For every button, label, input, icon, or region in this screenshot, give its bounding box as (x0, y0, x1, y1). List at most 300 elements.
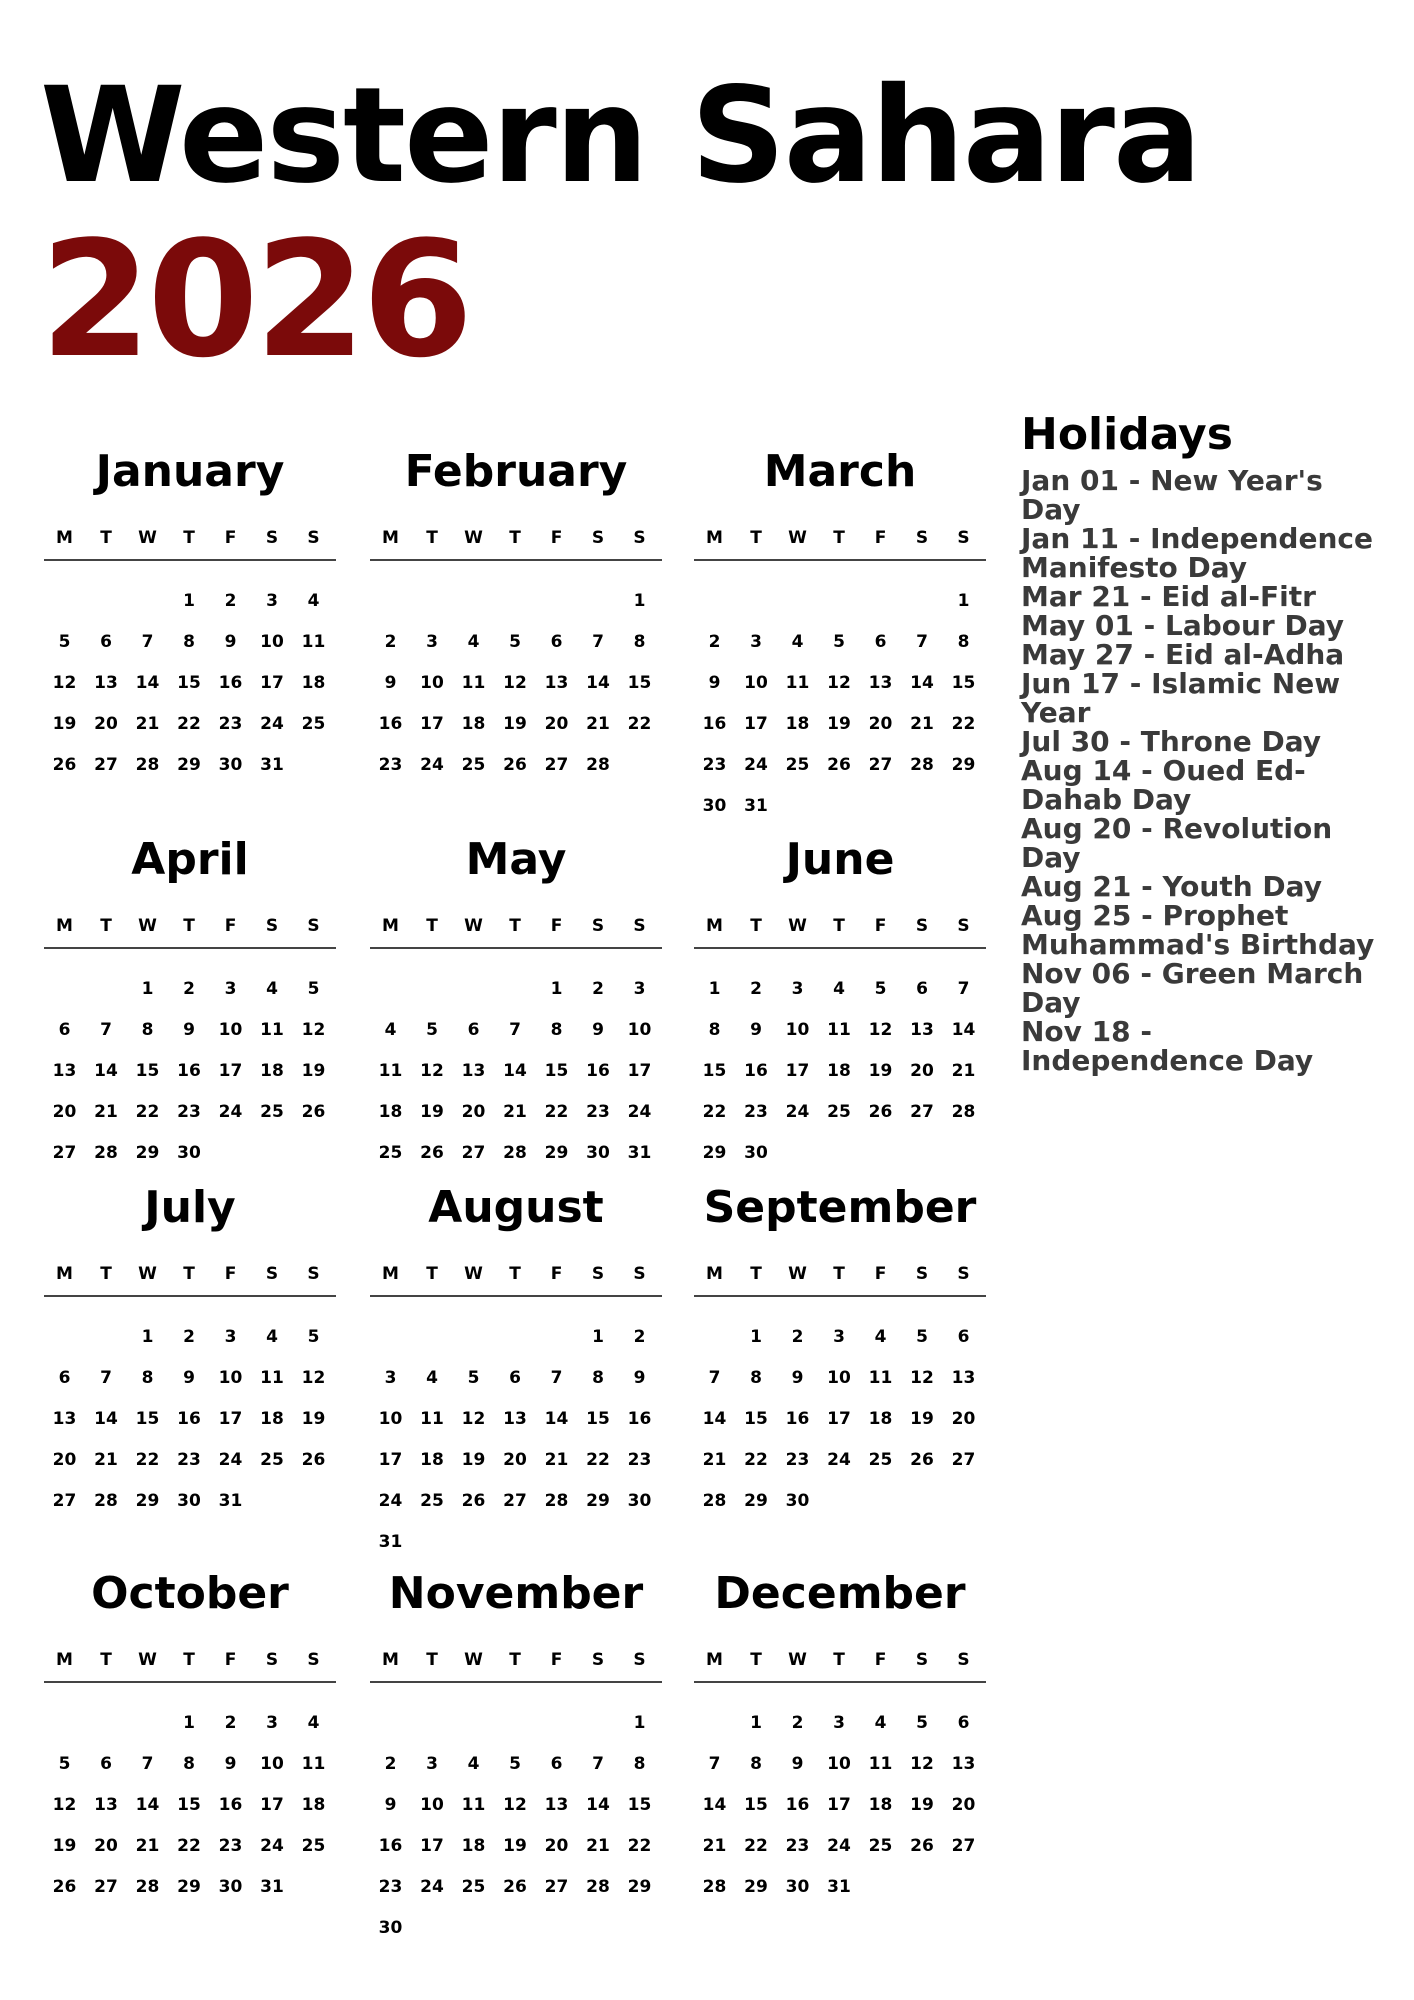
day-cell: 25 (301, 714, 326, 734)
holiday-item: May 01 - Labour Day (1021, 609, 1345, 642)
month-divider (44, 559, 336, 561)
day-cell: 15 (177, 1795, 201, 1815)
day-cell: 7 (100, 1368, 112, 1388)
weekday-label: T (833, 1264, 845, 1284)
day-cell: 1 (183, 591, 195, 611)
day-cell: 19 (301, 1409, 326, 1429)
day-cell: 12 (52, 673, 77, 693)
day-cell: 29 (177, 1877, 201, 1897)
day-cell: 17 (827, 1409, 851, 1429)
day-cell: 4 (266, 1327, 278, 1347)
day-cell: 21 (702, 1450, 727, 1470)
day-cell: 3 (791, 979, 804, 999)
weekday-label: F (550, 1650, 563, 1670)
day-cell: 17 (827, 1795, 851, 1815)
day-cell: 20 (52, 1102, 77, 1122)
day-cell: 18 (260, 1061, 284, 1081)
day-cell: 16 (744, 1061, 768, 1081)
month-divider (370, 559, 662, 561)
day-cell: 5 (307, 1327, 320, 1347)
day-cell: 27 (94, 1877, 118, 1897)
day-cell: 16 (702, 714, 727, 734)
weekday-label: S (265, 916, 279, 936)
day-cell: 11 (461, 1795, 486, 1815)
day-cell: 15 (702, 1061, 727, 1081)
day-cell: 31 (260, 755, 284, 775)
day-cell: 8 (708, 1020, 721, 1040)
weekday-label: T (509, 916, 521, 936)
month-name: July (144, 1182, 236, 1233)
day-cell: 4 (833, 979, 845, 999)
day-cell: 26 (503, 755, 527, 775)
day-cell: 7 (708, 1368, 721, 1388)
day-cell: 4 (467, 632, 480, 652)
day-cell: 3 (224, 979, 237, 999)
day-cell: 4 (426, 1368, 438, 1388)
day-cell: 23 (378, 755, 403, 775)
day-cell: 17 (218, 1409, 243, 1429)
weekday-label: T (183, 1650, 195, 1670)
day-cell: 23 (627, 1450, 652, 1470)
day-cell: 17 (627, 1061, 652, 1081)
weekday-label: F (224, 1264, 237, 1284)
weekday-label: S (307, 528, 320, 548)
day-cell: 15 (586, 1409, 610, 1429)
day-cell: 29 (135, 1491, 160, 1511)
holiday-item: Aug 20 - Revolution Day (1021, 812, 1333, 874)
day-cell: 28 (94, 1491, 118, 1511)
day-cell: 2 (224, 591, 237, 611)
weekday-label: T (833, 528, 845, 548)
day-cell: 10 (378, 1409, 403, 1429)
weekday-label: W (788, 1650, 807, 1670)
day-cell: 12 (301, 1368, 326, 1388)
day-cell: 15 (135, 1061, 160, 1081)
weekday-label: M (706, 528, 723, 548)
weekday-label: S (591, 1264, 605, 1284)
day-cell: 24 (827, 1836, 851, 1856)
day-cell: 7 (509, 1020, 521, 1040)
day-cell: 20 (910, 1061, 934, 1081)
day-cell: 7 (708, 1754, 721, 1774)
day-cell: 22 (702, 1102, 727, 1122)
day-cell: 25 (260, 1102, 284, 1122)
holiday-item: Jun 17 - Islamic New Year (1021, 667, 1341, 729)
day-cell: 4 (384, 1020, 397, 1040)
day-cell: 5 (58, 632, 71, 652)
day-cell: 27 (94, 755, 118, 775)
day-cell: 6 (100, 1754, 112, 1774)
day-cell: 18 (868, 1795, 893, 1815)
day-cell: 3 (833, 1713, 845, 1733)
day-cell: 18 (301, 673, 326, 693)
weekday-label: F (224, 1650, 237, 1670)
day-cell: 9 (183, 1368, 195, 1388)
day-cell: 2 (384, 632, 397, 652)
weekday-label: W (138, 1264, 157, 1284)
day-cell: 10 (827, 1368, 851, 1388)
weekday-label: S (957, 528, 970, 548)
day-cell: 22 (135, 1102, 160, 1122)
month-divider (44, 1681, 336, 1683)
day-cell: 16 (785, 1795, 810, 1815)
day-cell: 12 (910, 1368, 934, 1388)
day-cell: 12 (503, 1795, 527, 1815)
month-divider (370, 947, 662, 949)
day-cell: 3 (384, 1368, 397, 1388)
weekday-label: W (464, 528, 483, 548)
day-cell: 26 (910, 1450, 934, 1470)
day-cell: 16 (785, 1409, 810, 1429)
day-cell: 8 (633, 1754, 646, 1774)
day-cell: 8 (550, 1020, 563, 1040)
calendar-year: 2026 (40, 206, 470, 393)
day-cell: 10 (420, 1795, 444, 1815)
holiday-item: Nov 06 - Green March Day (1021, 957, 1364, 1019)
weekday-label: W (788, 528, 807, 548)
day-cell: 2 (791, 1713, 804, 1733)
day-cell: 20 (868, 714, 893, 734)
day-cell: 14 (951, 1020, 976, 1040)
day-cell: 29 (177, 755, 201, 775)
day-cell: 23 (378, 1877, 403, 1897)
day-cell: 13 (461, 1061, 486, 1081)
day-cell: 26 (52, 1877, 77, 1897)
day-cell: 25 (301, 1836, 326, 1856)
month-name: June (785, 834, 895, 885)
day-cell: 15 (951, 673, 976, 693)
day-cell: 26 (868, 1102, 893, 1122)
day-cell: 30 (177, 1143, 201, 1163)
day-cell: 1 (750, 1327, 762, 1347)
day-cell: 6 (957, 1327, 970, 1347)
day-cell: 20 (951, 1409, 976, 1429)
day-cell: 7 (916, 632, 928, 652)
day-cell: 28 (135, 755, 160, 775)
day-cell: 29 (744, 1877, 768, 1897)
day-cell: 14 (503, 1061, 527, 1081)
day-cell: 8 (141, 1368, 154, 1388)
day-cell: 30 (177, 1491, 201, 1511)
day-cell: 11 (260, 1020, 284, 1040)
weekday-label: S (633, 1650, 646, 1670)
day-cell: 23 (218, 714, 243, 734)
day-cell: 9 (708, 673, 721, 693)
weekday-label: M (382, 528, 399, 548)
day-cell: 14 (135, 673, 160, 693)
day-cell: 21 (94, 1450, 118, 1470)
day-cell: 2 (633, 1327, 646, 1347)
day-cell: 15 (177, 673, 201, 693)
day-cell: 1 (141, 979, 154, 999)
day-cell: 13 (52, 1061, 77, 1081)
month-name: January (95, 446, 285, 497)
day-cell: 9 (592, 1020, 604, 1040)
day-cell: 24 (420, 1877, 444, 1897)
day-cell: 8 (750, 1368, 762, 1388)
day-cell: 15 (627, 1795, 652, 1815)
weekday-label: M (56, 916, 73, 936)
holidays-heading: Holidays (1021, 409, 1233, 460)
day-cell: 13 (544, 1795, 569, 1815)
weekday-label: S (915, 528, 929, 548)
day-cell: 22 (544, 1102, 569, 1122)
weekday-label: T (183, 528, 195, 548)
day-cell: 11 (260, 1368, 284, 1388)
day-cell: 31 (744, 796, 768, 816)
day-cell: 9 (384, 673, 397, 693)
day-cell: 19 (910, 1409, 934, 1429)
day-cell: 1 (633, 1713, 646, 1733)
day-cell: 14 (544, 1409, 569, 1429)
day-cell: 12 (52, 1795, 77, 1815)
day-cell: 11 (461, 673, 486, 693)
month-name: September (703, 1182, 977, 1233)
day-cell: 19 (461, 1450, 486, 1470)
day-cell: 1 (708, 979, 721, 999)
day-cell: 22 (744, 1450, 768, 1470)
day-cell: 21 (503, 1102, 527, 1122)
day-cell: 24 (420, 755, 444, 775)
day-cell: 29 (586, 1491, 610, 1511)
day-cell: 8 (750, 1754, 762, 1774)
day-cell: 29 (544, 1143, 569, 1163)
day-cell: 18 (461, 714, 486, 734)
day-cell: 5 (509, 632, 521, 652)
day-cell: 6 (916, 979, 928, 999)
day-cell: 22 (586, 1450, 610, 1470)
day-cell: 28 (951, 1102, 976, 1122)
day-cell: 17 (785, 1061, 810, 1081)
day-cell: 30 (218, 755, 243, 775)
month-name: October (91, 1568, 289, 1619)
day-cell: 9 (224, 632, 237, 652)
day-cell: 6 (874, 632, 887, 652)
day-cell: 15 (544, 1061, 569, 1081)
month-divider (370, 1295, 662, 1297)
weekday-label: W (464, 1650, 483, 1670)
weekday-label: F (874, 916, 887, 936)
day-cell: 28 (586, 755, 610, 775)
day-cell: 10 (260, 632, 284, 652)
day-cell: 16 (177, 1061, 201, 1081)
day-cell: 25 (461, 1877, 486, 1897)
day-cell: 7 (100, 1020, 112, 1040)
day-cell: 24 (378, 1491, 403, 1511)
day-cell: 27 (951, 1450, 976, 1470)
weekday-label: S (591, 1650, 605, 1670)
month-divider (44, 947, 336, 949)
day-cell: 11 (827, 1020, 851, 1040)
weekday-label: T (750, 1264, 762, 1284)
day-cell: 13 (544, 673, 569, 693)
day-cell: 23 (702, 755, 727, 775)
weekday-label: T (509, 1264, 521, 1284)
month-divider (370, 1681, 662, 1683)
day-cell: 27 (52, 1143, 77, 1163)
weekday-label: F (550, 528, 563, 548)
holiday-item: Aug 21 - Youth Day (1021, 870, 1322, 903)
day-cell: 25 (461, 755, 486, 775)
day-cell: 6 (957, 1713, 970, 1733)
day-cell: 4 (874, 1713, 887, 1733)
day-cell: 6 (58, 1368, 71, 1388)
weekday-label: W (138, 1650, 157, 1670)
day-cell: 24 (785, 1102, 810, 1122)
day-cell: 26 (52, 755, 77, 775)
day-cell: 2 (183, 979, 195, 999)
holiday-item: May 27 - Eid al-Adha (1021, 638, 1345, 671)
weekday-label: M (382, 1650, 399, 1670)
day-cell: 5 (509, 1754, 521, 1774)
day-cell: 28 (135, 1877, 160, 1897)
day-cell: 16 (218, 673, 243, 693)
day-cell: 27 (910, 1102, 934, 1122)
day-cell: 24 (827, 1450, 851, 1470)
day-cell: 5 (874, 979, 887, 999)
day-cell: 16 (378, 1836, 403, 1856)
day-cell: 12 (910, 1754, 934, 1774)
day-cell: 1 (550, 979, 563, 999)
day-cell: 31 (827, 1877, 851, 1897)
month-name: May (465, 834, 567, 885)
day-cell: 7 (141, 1754, 154, 1774)
day-cell: 11 (785, 673, 810, 693)
day-cell: 6 (550, 632, 563, 652)
day-cell: 20 (94, 1836, 118, 1856)
weekday-label: S (633, 916, 646, 936)
day-cell: 26 (461, 1491, 486, 1511)
day-cell: 30 (218, 1877, 243, 1897)
day-cell: 16 (218, 1795, 243, 1815)
weekday-label: S (265, 1650, 279, 1670)
day-cell: 20 (94, 714, 118, 734)
day-cell: 15 (135, 1409, 160, 1429)
day-cell: 13 (94, 673, 118, 693)
day-cell: 12 (461, 1409, 486, 1429)
day-cell: 19 (827, 714, 851, 734)
day-cell: 11 (301, 1754, 326, 1774)
holiday-item: Jul 30 - Throne Day (1021, 725, 1322, 758)
day-cell: 12 (503, 673, 527, 693)
month-name: March (763, 446, 917, 497)
day-cell: 22 (627, 1836, 652, 1856)
day-cell: 29 (627, 1877, 652, 1897)
day-cell: 1 (957, 591, 970, 611)
weekday-label: M (56, 1264, 73, 1284)
day-cell: 2 (224, 1713, 237, 1733)
day-cell: 28 (702, 1491, 727, 1511)
day-cell: 25 (827, 1102, 851, 1122)
day-cell: 22 (177, 714, 201, 734)
weekday-label: T (750, 916, 762, 936)
day-cell: 2 (791, 1327, 804, 1347)
day-cell: 28 (910, 755, 934, 775)
day-cell: 18 (785, 714, 810, 734)
day-cell: 16 (586, 1061, 610, 1081)
month-name: August (428, 1182, 604, 1233)
weekday-label: T (750, 1650, 762, 1670)
day-cell: 10 (218, 1368, 243, 1388)
weekday-label: M (56, 1650, 73, 1670)
day-cell: 24 (218, 1102, 243, 1122)
day-cell: 13 (52, 1409, 77, 1429)
day-cell: 10 (827, 1754, 851, 1774)
weekday-label: F (874, 1264, 887, 1284)
day-cell: 7 (550, 1368, 563, 1388)
day-cell: 17 (744, 714, 768, 734)
holiday-item: Aug 14 - Oued Ed-Dahab Day (1021, 754, 1306, 816)
weekday-label: M (706, 916, 723, 936)
day-cell: 18 (868, 1409, 893, 1429)
month-name: December (714, 1568, 966, 1619)
day-cell: 4 (307, 1713, 320, 1733)
day-cell: 21 (544, 1450, 569, 1470)
day-cell: 11 (378, 1061, 403, 1081)
weekday-label: M (382, 916, 399, 936)
day-cell: 18 (827, 1061, 851, 1081)
day-cell: 4 (874, 1327, 887, 1347)
day-cell: 6 (467, 1020, 480, 1040)
day-cell: 30 (627, 1491, 652, 1511)
day-cell: 19 (503, 1836, 527, 1856)
day-cell: 17 (218, 1061, 243, 1081)
day-cell: 1 (183, 1713, 195, 1733)
weekday-label: S (957, 1650, 970, 1670)
weekday-label: S (915, 1650, 929, 1670)
day-cell: 9 (183, 1020, 195, 1040)
weekday-label: F (874, 528, 887, 548)
day-cell: 21 (586, 714, 610, 734)
day-cell: 12 (420, 1061, 444, 1081)
weekday-label: T (426, 1264, 438, 1284)
day-cell: 6 (509, 1368, 521, 1388)
day-cell: 9 (791, 1368, 804, 1388)
day-cell: 15 (744, 1409, 768, 1429)
day-cell: 23 (218, 1836, 243, 1856)
day-cell: 26 (301, 1450, 326, 1470)
day-cell: 14 (586, 1795, 610, 1815)
day-cell: 9 (633, 1368, 646, 1388)
day-cell: 26 (420, 1143, 444, 1163)
weekday-label: S (915, 1264, 929, 1284)
weekday-label: S (591, 528, 605, 548)
day-cell: 27 (52, 1491, 77, 1511)
holiday-item: Nov 18 - Independence Day (1021, 1015, 1314, 1077)
day-cell: 15 (744, 1795, 768, 1815)
day-cell: 11 (868, 1368, 893, 1388)
day-cell: 18 (301, 1795, 326, 1815)
weekday-label: S (957, 916, 970, 936)
day-cell: 10 (420, 673, 444, 693)
day-cell: 17 (260, 1795, 284, 1815)
weekday-label: S (307, 1264, 320, 1284)
weekday-label: M (382, 1264, 399, 1284)
day-cell: 11 (420, 1409, 444, 1429)
day-cell: 24 (627, 1102, 652, 1122)
day-cell: 2 (592, 979, 604, 999)
day-cell: 14 (586, 673, 610, 693)
day-cell: 28 (544, 1491, 569, 1511)
weekday-label: T (833, 916, 845, 936)
day-cell: 7 (957, 979, 970, 999)
weekday-label: T (183, 916, 195, 936)
day-cell: 8 (141, 1020, 154, 1040)
day-cell: 14 (135, 1795, 160, 1815)
day-cell: 29 (135, 1143, 160, 1163)
day-cell: 3 (633, 979, 646, 999)
day-cell: 2 (708, 632, 721, 652)
